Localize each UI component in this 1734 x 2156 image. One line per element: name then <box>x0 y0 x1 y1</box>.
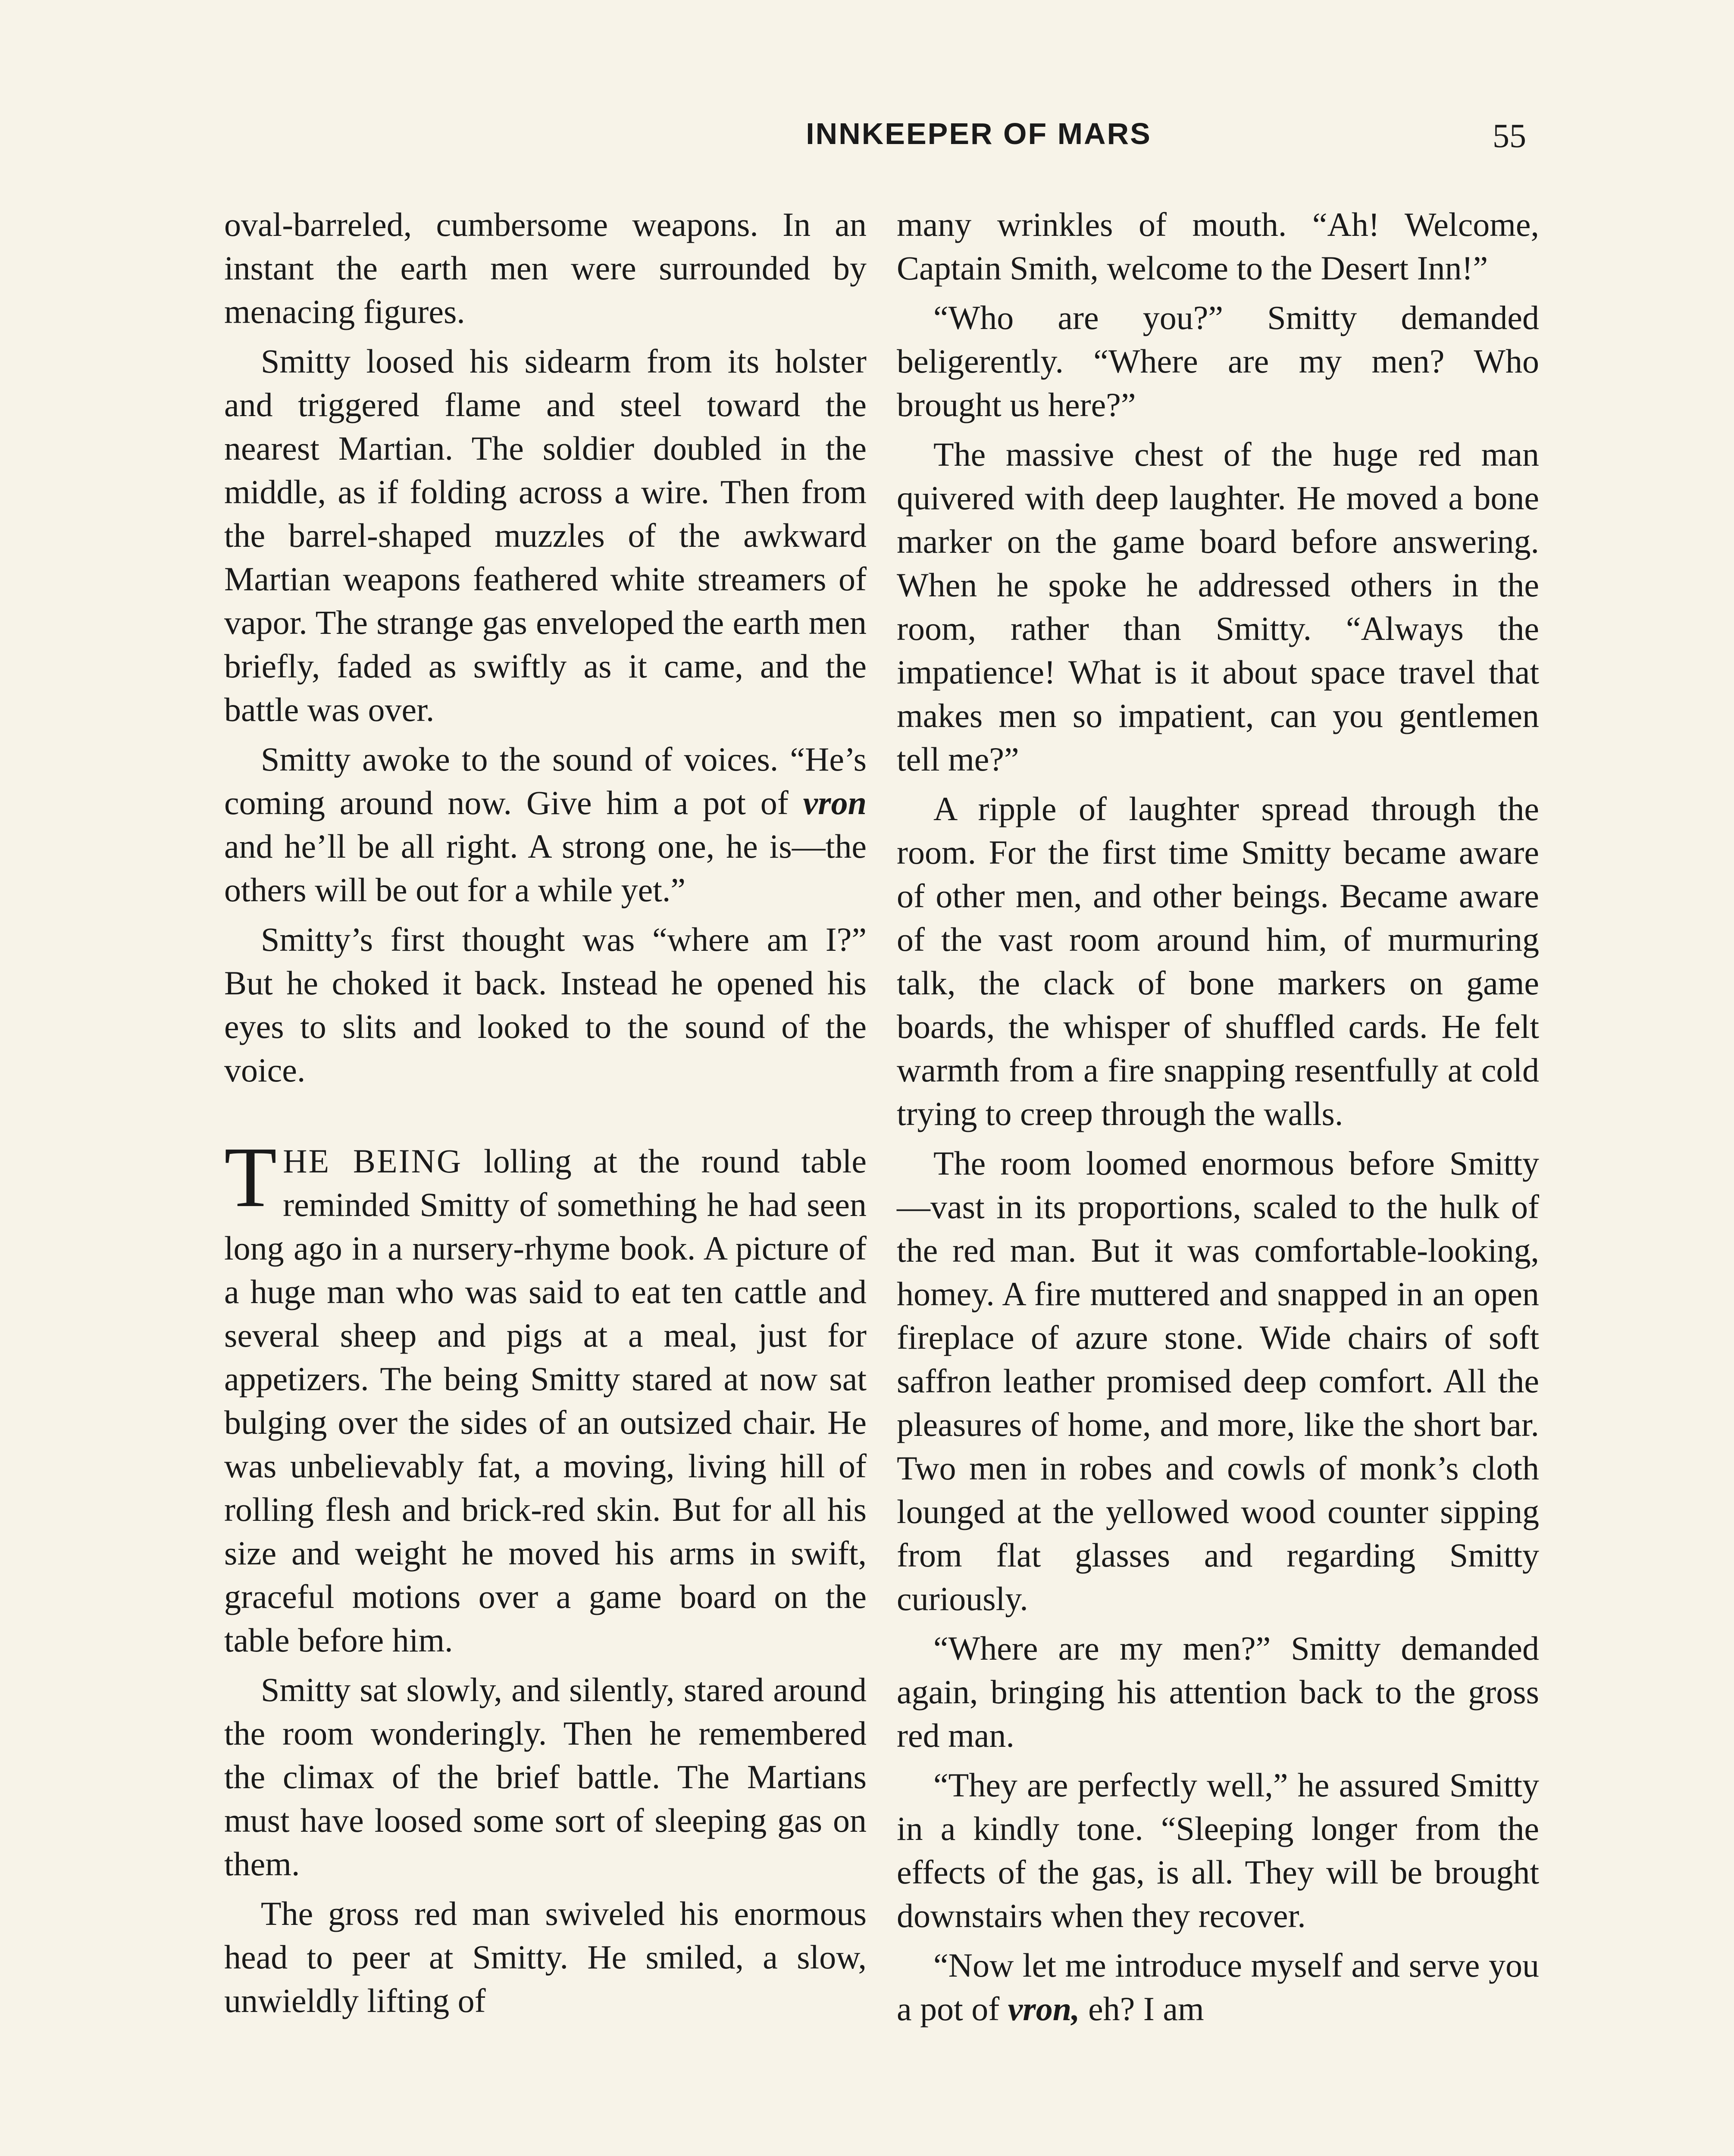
paragraph: “Where are my men?” Smitty demanded again, bringing his attention back to the gross red man. <box>897 1630 1539 1754</box>
running-head: INNKEEPER OF MARS <box>806 117 1152 150</box>
italic-word: vron, <box>1008 1990 1080 2028</box>
paragraph: many wrinkles of mouth. “Ah! Welcome, Captain Smith, welcome to the Desert Inn!” <box>897 206 1539 287</box>
page-number: 55 <box>1493 117 1526 154</box>
paragraph: “Who are you?” Smitty demanded beligerently. “Where are my men? Who brought us here?” <box>897 299 1539 423</box>
paragraph-text: Smitty awoke to the sound of voices. “He’s coming around now. Give him a pot of <box>224 740 867 821</box>
paragraph: oval-barreled, cumbersome weapons. In an instant the earth men were surrounded by menacing figures. <box>224 206 867 330</box>
drop-cap: T <box>224 1130 277 1225</box>
paragraph: The gross red man swiveled his enormous head to peer at Smitty. He smiled, a slow, unwieldly lifting of <box>224 1895 867 2019</box>
paragraph: A ripple of laughter spread through the room. For the first time Smitty became aware of other men, and other beings. Became aware of the vast room around him, of murmuring talk, the clack of bone markers on game boards, the whisper of shuffled cards. He felt warmth from a fire snapping resentfully at cold trying to creep through the walls. <box>897 790 1539 1132</box>
paragraph: “They are perfectly well,” he assured Smitty in a kindly tone. “Sleeping longer from the effects of the gas, is all. They will be brought downstairs when they recover. <box>897 1766 1539 1934</box>
paragraph <box>897 1943 1539 2031</box>
paragraph-text: eh? I am <box>1080 1990 1204 2028</box>
small-caps-lead: HE BEING <box>283 1142 463 1180</box>
paragraph: The room loomed enormous before Smitty—vast in its proportions, scaled to the hulk of the red man. But it was comfortable-looking, homey. A fire muttered and snapped in an open fireplace of azure stone. Wide chairs of soft saffron leather promised deep comfort. All the pleasures of home, and more, like the short bar. Two men in robes and cowls of monk’s cloth lounged at the yellowed wood counter sipping from flat glasses and regarding Smitty curiously. <box>897 1144 1539 1617</box>
italic-word: vron <box>803 784 867 821</box>
paragraph-text: “Now let me introduce myself and serve you a pot of <box>897 1946 1539 2028</box>
paragraph-text: and he’ll be all right. A strong one, he is—the others will be out for a while yet.” <box>224 827 867 909</box>
paragraph: Smitty loosed his sidearm from its holster and triggered flame and steel toward the nearest Martian. The soldier doubled in the middle, as if folding across a wire. Then from the barrel-shaped muzzles of the awkward Martian weapons feathered white streamers of vapor. The strange gas enveloped the earth men briefly, faded as swiftly as it came, and the battle was over. <box>224 342 867 728</box>
left-column <box>224 203 867 2028</box>
paragraph <box>224 737 867 912</box>
right-column <box>897 203 1539 2037</box>
paragraph-text: lolling at the round table reminded Smitty of something he had seen long ago in a nursery-rhyme book. A picture of a huge man who was said to eat ten cattle and several sheep and pigs at a meal, just for appetizers. The being Smitty stared at now sat bulging over the sides of an outsized chair. He was unbelievably fat, a moving, living hill of rolling flesh and brick-red skin. But for all his size and weight he moved his arms in swift, graceful motions over a game board on the table before him. <box>224 1142 867 1659</box>
paragraph: Smitty’s first thought was “where am I?” But he choked it back. Instead he opened his eyes to slits and looked to the sound of the voice. <box>224 921 867 1089</box>
paragraph: The massive chest of the huge red man quivered with deep laughter. He moved a bone marker on the game board before answering. When he spoke he addressed others in the room, rather than Smitty. “Always the impatience! What is it about space travel that makes men so impatient, can you gentlemen tell me?” <box>897 436 1539 778</box>
paragraph: Smitty sat slowly, and silently, stared around the room wonderingly. Then he remembered the climax of the brief battle. The Martians must have loosed some sort of sleeping gas on them. <box>224 1671 867 1883</box>
section-opening-paragraph <box>224 1130 867 1662</box>
